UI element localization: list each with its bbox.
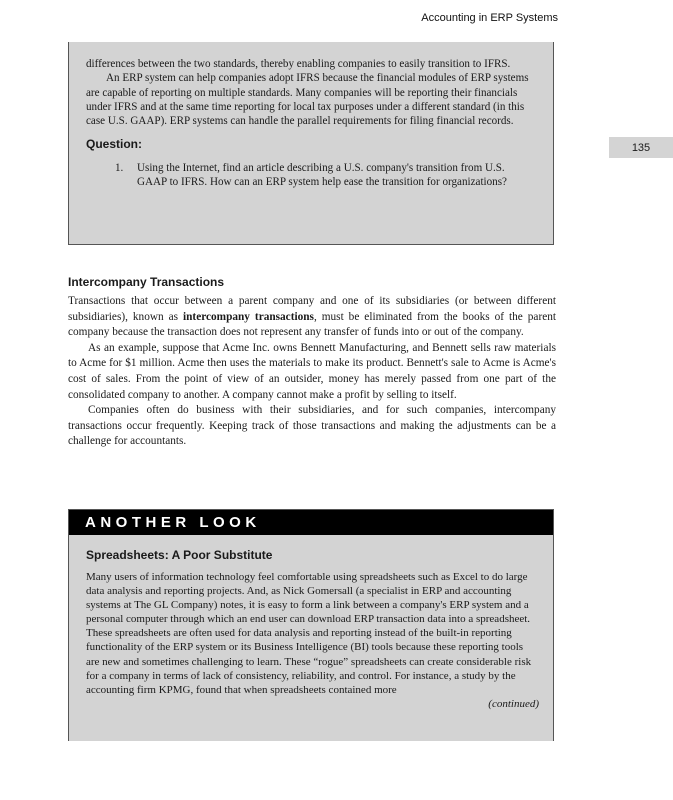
another-look-text: [86, 570, 539, 711]
another-look-box: [68, 509, 554, 741]
section-body: [68, 294, 556, 450]
box-paragraph: An ERP system can help companies adopt IFRS because the financial modules of ERP systems are capable of reporting on multiple standards. Many companies will be reporting their financials under IFRS and at the same time reporting for local tax purposes under a different standard (in this case U.S. GAAP). ERP systems can handle the parallel requirements for filing financial records.: [86, 72, 529, 128]
question-number: 1.: [115, 161, 124, 174]
text-run: Transactions that occur between a parent company and one of its subsidiaries (or between different subsidiaries), known as: [68, 295, 556, 323]
key-term: intercompany transactions: [183, 310, 314, 323]
body-paragraph: As an example, suppose that Acme Inc. owns Bennett Manufacturing, and Bennett sells raw materials to Acme for $1 million. Acme then uses the materials to make its product. Bennett's sale to Acme is Acme's cost of sales. From the point of view of an outsider, money has merely passed from one part of the consolidated company to another. A company cannot make a profit by selling to itself.: [68, 341, 556, 401]
question-heading: Question:: [86, 137, 142, 152]
continued-label: (continued): [488, 697, 539, 710]
body-paragraph: Companies often do business with their subsidiaries, and for such companies, intercompany transactions occur frequently. Keeping track of those transactions and making the adjustments can be a challenge for accountants.: [68, 404, 556, 448]
text-run: , must be eliminated from the books of the parent company because the transaction does not represent any transfer of funds into or out of the company.: [68, 310, 557, 339]
question-text: Using the Internet, find an article describing a U.S. company's transition from U.S. GAAP to IFRS. How can an ERP system help ease the transition for organizations?: [137, 161, 507, 189]
another-look-banner: ANOTHER LOOK: [69, 510, 553, 535]
running-head: Accounting in ERP Systems: [421, 12, 558, 24]
section-heading: Intercompany Transactions: [68, 275, 225, 289]
page-number-tab: 135: [609, 137, 673, 158]
another-look-paragraph: Many users of information technology feel comfortable using spreadsheets such as Excel to do large data analysis and reporting projects. And, as Nick Gomersall (a specialist in ERP and accounting systems at The GL Company) notes, it is easy to form a link between a company's ERP system and a personal computer through which an end user can download ERP transaction data into a spreadsheet. These spreadsheets are often used for data analysis and reporting instead of the built-in reporting functionality of the ERP system or its Business Intelligence (BI) tools because these reporting tools are new and sometimes challenging to learn. These “rogue” spreadsheets can create considerable risk for a company in terms of lack of consistency, reliability, and control. For instance, a study by the accounting firm KPMG, found that when spreadsheets contained more: [86, 571, 532, 696]
ifrs-feature-box: [68, 42, 554, 245]
question-item: [86, 161, 536, 190]
another-look-title: Spreadsheets: A Poor Substitute: [86, 548, 273, 562]
body-paragraph: [68, 294, 556, 341]
box-paragraph: differences between the two standards, thereby enabling companies to easily transition to IFRS.: [86, 58, 511, 70]
